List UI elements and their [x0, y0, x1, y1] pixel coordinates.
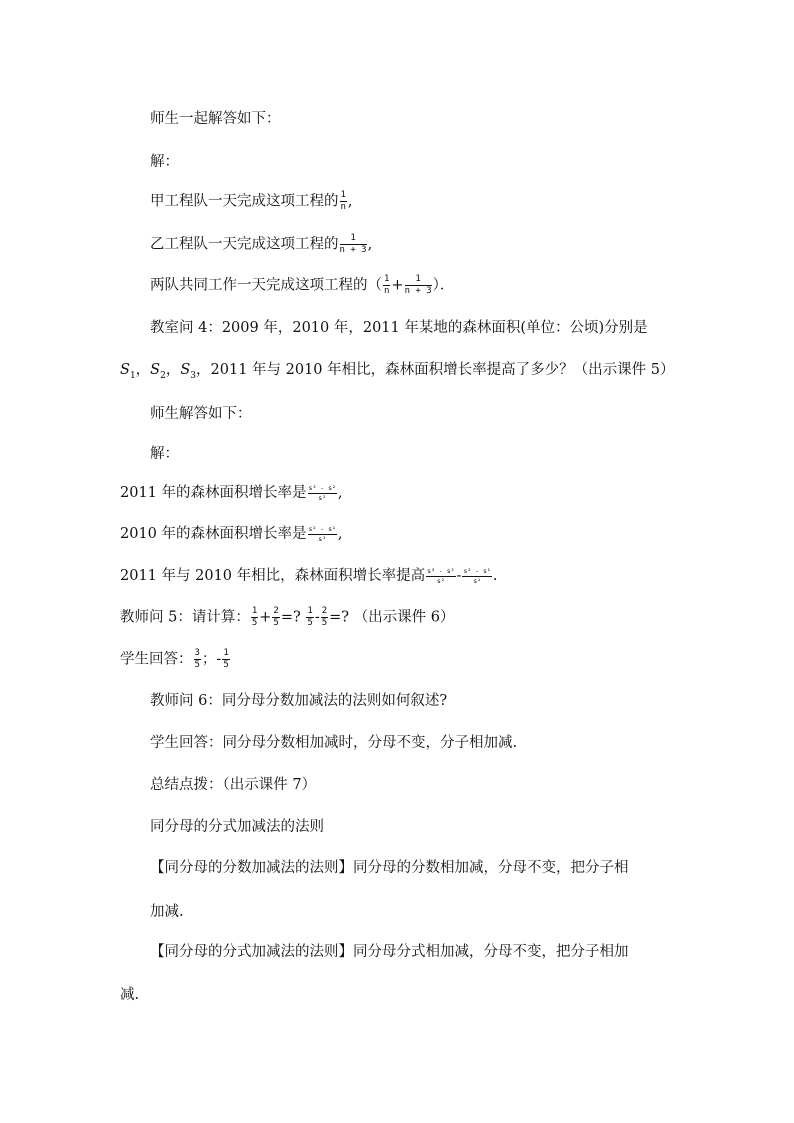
fraction: $\frac{\text{s³ - s²}}{\text{s²}}$: [427, 567, 455, 585]
fraction: $\frac{1}{n}$: [384, 274, 390, 296]
fraction: $\frac{\text{s² - s¹}}{\text{s¹}}$: [463, 567, 491, 585]
paragraph: $S_1$，$S_2$，$S_3$，2011 年与 2010 年相比，森林面积增长率提高了多少？（出示课件 5）: [120, 362, 675, 381]
section-heading: 同分母的分式加减法的法则: [150, 819, 324, 835]
paragraph: 乙工程队一天完成这项工程的 $\frac{1}{n + 3}$ ,: [150, 233, 373, 255]
paragraph: 【同分母的分数加减法的法则】同分母的分数相加减，分母不变，把分子相: [150, 860, 629, 876]
paragraph: 解：: [150, 446, 179, 462]
fraction: $\frac{1}{n + 3}$: [404, 274, 432, 296]
paragraph: 学生回答：同分母分数相加减时，分母不变，分子相加减.: [150, 735, 518, 751]
paragraph: 2011 年的森林面积增长率是 $\frac{\text{s³ - s²}}{\text{s²}}$ ,: [120, 484, 343, 502]
fraction: $\frac{\text{s³ - s²}}{\text{s²}}$: [308, 484, 336, 502]
paragraph: 教师问 6：同分母分数加减法的法则如何叙述?: [150, 693, 448, 709]
paragraph: 教室问 4：2009 年，2010 年，2011 年某地的森林面积(单位：公顷)分别是: [150, 320, 648, 336]
paragraph: 加减.: [150, 904, 184, 920]
paragraph: 学生回答： $\frac{3}{5}$ ；- $\frac{1}{5}$: [120, 648, 229, 670]
paragraph: 甲工程队一天完成这项工程的 $\frac{1}{n}$ ,: [150, 190, 353, 212]
paragraph: 【同分母的分式加减法的法则】同分母分式相加减，分母不变，把分子相加: [150, 944, 629, 960]
fraction: $\frac{1}{5}$: [307, 606, 313, 628]
fraction: $\frac{1}{n + 3}$: [339, 233, 367, 255]
paragraph: 2010 年的森林面积增长率是 $\frac{\text{s² - s¹}}{\text{s¹}}$ ,: [120, 525, 343, 543]
paragraph: 教师问 5：请计算： $\frac{1}{5}$ + $\frac{2}{5}$ =? $\frac{1}{5}$ - $\frac{2}{5}$ =? （出示课件 6）: [120, 606, 455, 628]
fraction: $\frac{3}{5}$: [194, 648, 200, 670]
paragraph: 减.: [120, 987, 140, 1003]
fraction: $\frac{\text{s² - s¹}}{\text{s¹}}$: [308, 525, 336, 543]
fraction: $\frac{1}{n}$: [340, 190, 346, 212]
paragraph: 2011 年与 2010 年相比，森林面积增长率提高 $\frac{\text{s³ - s²}}{\text{s²}}$ - $\frac{\text{s² - s¹}}{\text{s¹}}$ .: [120, 567, 498, 585]
paragraph: 两队共同工作一天完成这项工程的（ $\frac{1}{n}$ + $\frac{1}{n + 3}$ ）．: [150, 274, 455, 296]
fraction: $\frac{2}{5}$: [273, 606, 279, 628]
paragraph: 解：: [150, 154, 179, 170]
fraction: $\frac{1}{5}$: [223, 648, 229, 670]
fraction: $\frac{1}{5}$: [251, 606, 258, 628]
paragraph: 师生解答如下：: [150, 406, 252, 422]
paragraph: 总结点拨：（出示课件 7）: [150, 777, 317, 793]
paragraph: 师生一起解答如下：: [150, 111, 281, 127]
fraction: $\frac{2}{5}$: [321, 606, 328, 628]
